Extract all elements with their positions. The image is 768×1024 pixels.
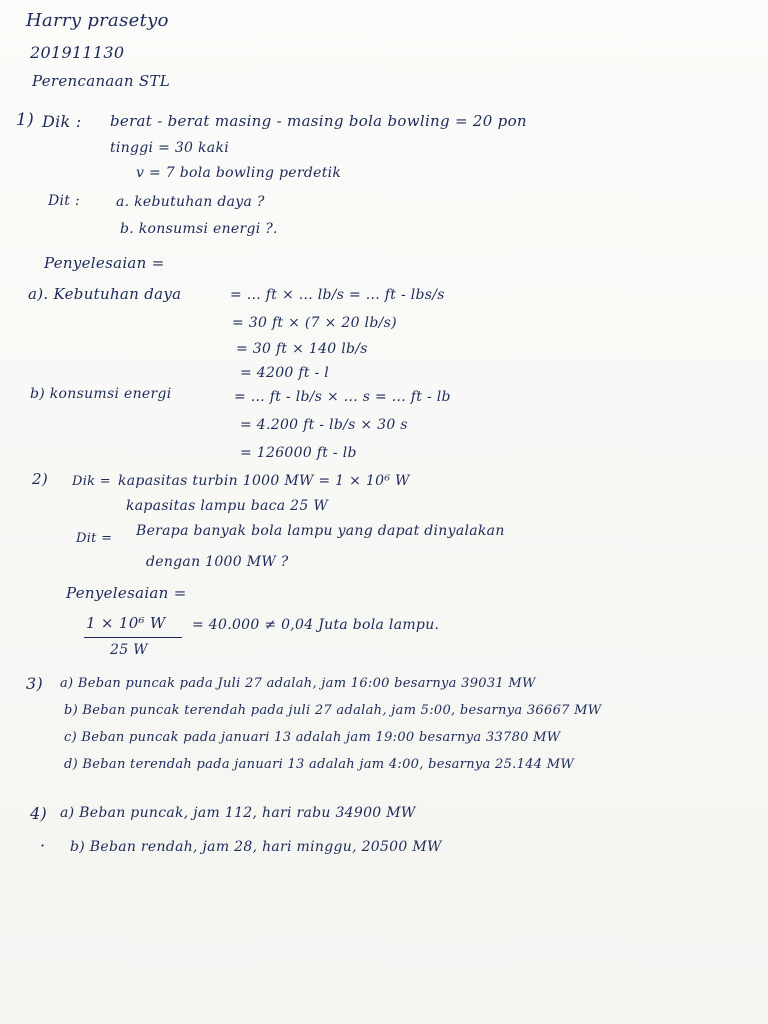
q3-item-b: b) Beban puncak terendah pada juli 27 adalah, jam 5:00, besarnya 36667 MW [64, 703, 602, 718]
q2-dik-label: Dik = [72, 474, 111, 489]
q1-a-step-3: = 30 ft × 140 lb/s [236, 341, 368, 357]
q2-dit-1: Berapa banyak bola lampu yang dapat dinyalakan [136, 523, 505, 539]
q2-number: 2) [32, 470, 48, 488]
q2-penyelesaian: Penyelesaian = [66, 584, 187, 602]
q2-fraction-numerator: 1 × 10⁶ W [86, 614, 166, 632]
q1-a-label: a). Kebutuhan daya [28, 285, 182, 303]
course-title: Perencanaan STL [32, 72, 171, 90]
q4-number: 4) [30, 804, 48, 823]
q1-dit-label: Dit : [48, 193, 80, 209]
student-id: 201911130 [30, 43, 125, 62]
q1-a-step-2: = 30 ft × (7 × 20 lb/s) [232, 315, 397, 331]
q1-b-step-3: = 126000 ft - lb [240, 445, 357, 461]
q4-item-a: a) Beban puncak, jam 112, hari rabu 34900 MW [60, 805, 416, 821]
q2-dik-1: kapasitas turbin 1000 MW = 1 × 10⁶ W [118, 473, 410, 489]
q2-fraction-denominator: 25 W [110, 642, 148, 658]
q3-item-d: d) Beban terendah pada januari 13 adalah jam 4:00, besarnya 25.144 MW [64, 757, 575, 772]
q1-dik-2: tinggi = 30 kaki [110, 140, 230, 156]
q1-b-step-2: = 4.200 ft - lb/s × 30 s [240, 417, 408, 433]
q1-b-step-1: = ... ft - lb/s × ... s = ... ft - lb [234, 389, 451, 405]
q4-bullet: · [40, 836, 46, 855]
q3-item-c: c) Beban puncak pada januari 13 adalah jam 19:00 besarnya 33780 MW [64, 730, 561, 745]
q3-number: 3) [26, 674, 44, 693]
q1-dit-b: b. konsumsi energi ?. [120, 221, 278, 237]
q2-result: = 40.000 ≠ 0,04 Juta bola lampu. [192, 617, 440, 633]
q2-fraction-bar [84, 637, 182, 638]
q2-dit-2: dengan 1000 MW ? [146, 554, 289, 570]
q1-dik-3: v = 7 bola bowling perdetik [136, 165, 342, 181]
q1-penyelesaian: Penyelesaian = [44, 254, 165, 272]
q1-dik-label: Dik : [42, 112, 82, 131]
q1-a-step-1: = ... ft × ... lb/s = ... ft - lbs/s [230, 287, 445, 303]
q1-b-label: b) konsumsi energi [30, 386, 172, 402]
q1-number: 1) [16, 110, 35, 130]
q2-dik-2: kapasitas lampu baca 25 W [126, 498, 329, 514]
q2-dit-label: Dit = [76, 531, 113, 546]
student-name: Harry prasetyo [26, 10, 169, 31]
q3-item-a: a) Beban puncak pada Juli 27 adalah, jam 16:00 besarnya 39031 MW [60, 676, 536, 691]
q1-a-step-4: = 4200 ft - l [240, 365, 330, 381]
q1-dik-1: berat - berat masing - masing bola bowling = 20 pon [110, 112, 527, 130]
q4-item-b: b) Beban rendah, jam 28, hari minggu, 20500 MW [70, 839, 442, 855]
q1-dit-a: a. kebutuhan daya ? [116, 194, 265, 210]
